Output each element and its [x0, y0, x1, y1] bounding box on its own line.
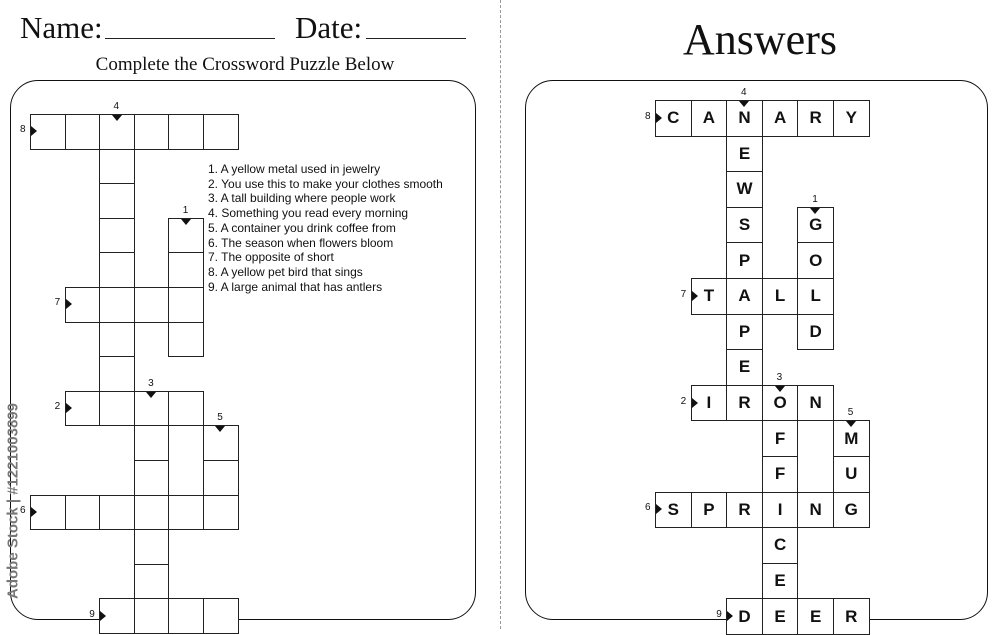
- answer-cell: N: [726, 100, 763, 137]
- puzzle-arrow-down-icon: [146, 392, 156, 398]
- clue-8: 8. A yellow pet bird that sings: [208, 264, 363, 279]
- date-label: Date:: [295, 10, 363, 45]
- answer-arrow-right-icon: [727, 611, 733, 621]
- answer-cell: I: [762, 492, 799, 529]
- answer-cell: R: [726, 492, 763, 529]
- puzzle-cell: [203, 460, 239, 496]
- answer-cell: R: [833, 598, 870, 635]
- answer-cell: A: [762, 100, 799, 137]
- puzzle-clue-number: 6: [20, 504, 26, 516]
- puzzle-clue-number: 4: [113, 101, 120, 112]
- puzzle-clue-number: 3: [148, 377, 154, 389]
- puzzle-clue-number: 8: [20, 124, 26, 136]
- answer-clue-number: 5: [847, 407, 854, 419]
- puzzle-arrow-right-icon: [66, 403, 72, 413]
- answer-cell: S: [726, 207, 763, 244]
- puzzle-cell: [134, 114, 170, 150]
- answer-cell: O: [762, 385, 799, 422]
- puzzle-cell: [65, 495, 101, 531]
- answer-cell: E: [726, 136, 763, 173]
- answer-clue-number: 8: [645, 110, 651, 122]
- puzzle-clue-number: 9: [89, 608, 95, 620]
- puzzle-arrow-down-icon: [181, 219, 191, 225]
- answer-cell: Y: [833, 100, 870, 137]
- puzzle-cell: [99, 322, 135, 358]
- puzzle-cell: [99, 391, 135, 427]
- answer-cell: D: [726, 598, 763, 635]
- clue-6: 6. The season when flowers bloom: [208, 235, 394, 250]
- answer-cell: O: [797, 242, 834, 279]
- answer-arrow-down-icon: [846, 421, 856, 427]
- answer-cell: F: [762, 420, 799, 457]
- answer-clue-number: 4: [741, 87, 747, 98]
- answer-cell: U: [833, 456, 870, 493]
- answer-cell: T: [691, 278, 728, 315]
- answer-arrow-down-icon: [810, 208, 820, 214]
- answer-cell: E: [726, 349, 763, 386]
- answer-cell: L: [797, 278, 834, 315]
- answer-cell: N: [797, 385, 834, 422]
- answer-cell: G: [797, 207, 834, 244]
- answer-arrow-right-icon: [656, 113, 662, 123]
- answer-cell: W: [726, 171, 763, 208]
- answer-cell: A: [691, 100, 728, 137]
- puzzle-cell: [134, 495, 170, 531]
- puzzle-panel: [10, 80, 476, 620]
- clue-7: 7. The opposite of short: [208, 250, 334, 265]
- answer-cell: F: [762, 456, 799, 493]
- name-line: [105, 38, 275, 39]
- puzzle-cell: [99, 183, 135, 219]
- answer-cell: N: [797, 492, 834, 529]
- puzzle-arrow-right-icon: [31, 507, 37, 517]
- answer-arrow-right-icon: [692, 398, 698, 408]
- answer-cell: C: [762, 527, 799, 564]
- clue-1: 1. A yellow metal used in jewelry: [208, 162, 381, 176]
- puzzle-cell: [134, 564, 170, 600]
- puzzle-cell: [168, 322, 204, 358]
- clue-3: 3. A tall building where people work: [208, 191, 396, 206]
- puzzle-clue-number: 1: [182, 204, 189, 216]
- answer-clue-number: 3: [776, 371, 783, 383]
- puzzle-arrow-down-icon: [112, 115, 122, 121]
- puzzle-arrow-down-icon: [215, 426, 225, 432]
- answer-cell: A: [726, 278, 763, 315]
- answer-cell: E: [762, 598, 799, 635]
- clue-2: 2. You use this to make your clothes smooth: [208, 176, 443, 191]
- answer-cell: G: [833, 492, 870, 529]
- name-label: Name:: [20, 10, 103, 45]
- puzzle-cell: [134, 529, 170, 565]
- page-divider: [500, 0, 501, 629]
- answer-cell: D: [797, 314, 834, 351]
- answer-cell: P: [726, 314, 763, 351]
- answer-cell: M: [833, 420, 870, 457]
- clue-5: 5. A container you drink coffee from: [208, 220, 396, 235]
- puzzle-cell: [168, 287, 204, 323]
- answer-cell: P: [691, 492, 728, 529]
- puzzle-clue-number: 5: [217, 412, 223, 424]
- answer-clue-number: 2: [680, 395, 687, 407]
- puzzle-cell: [65, 114, 101, 150]
- answer-arrow-right-icon: [692, 291, 698, 301]
- answer-cell: R: [726, 385, 763, 422]
- puzzle-cell: [203, 114, 239, 150]
- puzzle-cell: [134, 287, 170, 323]
- puzzle-cell: [99, 495, 135, 531]
- puzzle-cell: [168, 495, 204, 531]
- answer-cell: P: [726, 242, 763, 279]
- answers-title: Answers: [683, 15, 837, 64]
- answer-cell: C: [655, 100, 692, 137]
- puzzle-cell: [134, 460, 170, 496]
- puzzle-clue-number: 7: [54, 297, 61, 309]
- answer-arrow-down-icon: [739, 101, 749, 107]
- puzzle-cell: [99, 149, 135, 185]
- answer-cell: R: [797, 100, 834, 137]
- puzzle-cell: [99, 252, 135, 288]
- puzzle-cell: [168, 252, 204, 288]
- puzzle-cell: [168, 391, 204, 427]
- answer-clue-number: 6: [645, 502, 651, 514]
- clue-4: 4. Something you read every morning: [208, 206, 409, 221]
- puzzle-cell: [134, 425, 170, 461]
- puzzle-arrow-right-icon: [31, 126, 37, 136]
- answer-arrow-right-icon: [656, 504, 662, 514]
- answer-cell: E: [797, 598, 834, 635]
- puzzle-clue-number: 2: [54, 401, 61, 413]
- puzzle-cell: [203, 495, 239, 531]
- stock-watermark: [2, 386, 24, 616]
- answer-clue-number: 1: [812, 193, 818, 205]
- puzzle-cell: [168, 114, 204, 150]
- answer-cell: I: [691, 385, 728, 422]
- puzzle-cell: [99, 218, 135, 254]
- answer-arrow-down-icon: [775, 386, 785, 392]
- answer-clue-number: 9: [716, 609, 722, 621]
- date-line: [366, 38, 466, 39]
- answer-cell: S: [655, 492, 692, 529]
- puzzle-arrow-right-icon: [100, 611, 106, 621]
- puzzle-arrow-right-icon: [66, 299, 72, 309]
- clue-9: 9. A large animal that has antlers: [208, 279, 383, 294]
- puzzle-cell: [99, 356, 135, 392]
- puzzle-cell: [99, 287, 135, 323]
- answer-cell: E: [762, 563, 799, 600]
- watermark-text: Adobe Stock | #1221003899: [4, 403, 22, 599]
- answer-cell: L: [762, 278, 799, 315]
- clue-list: [208, 162, 443, 294]
- instructions-text: Complete the Crossword Puzzle Below: [95, 54, 395, 75]
- answer-clue-number: 7: [680, 288, 687, 300]
